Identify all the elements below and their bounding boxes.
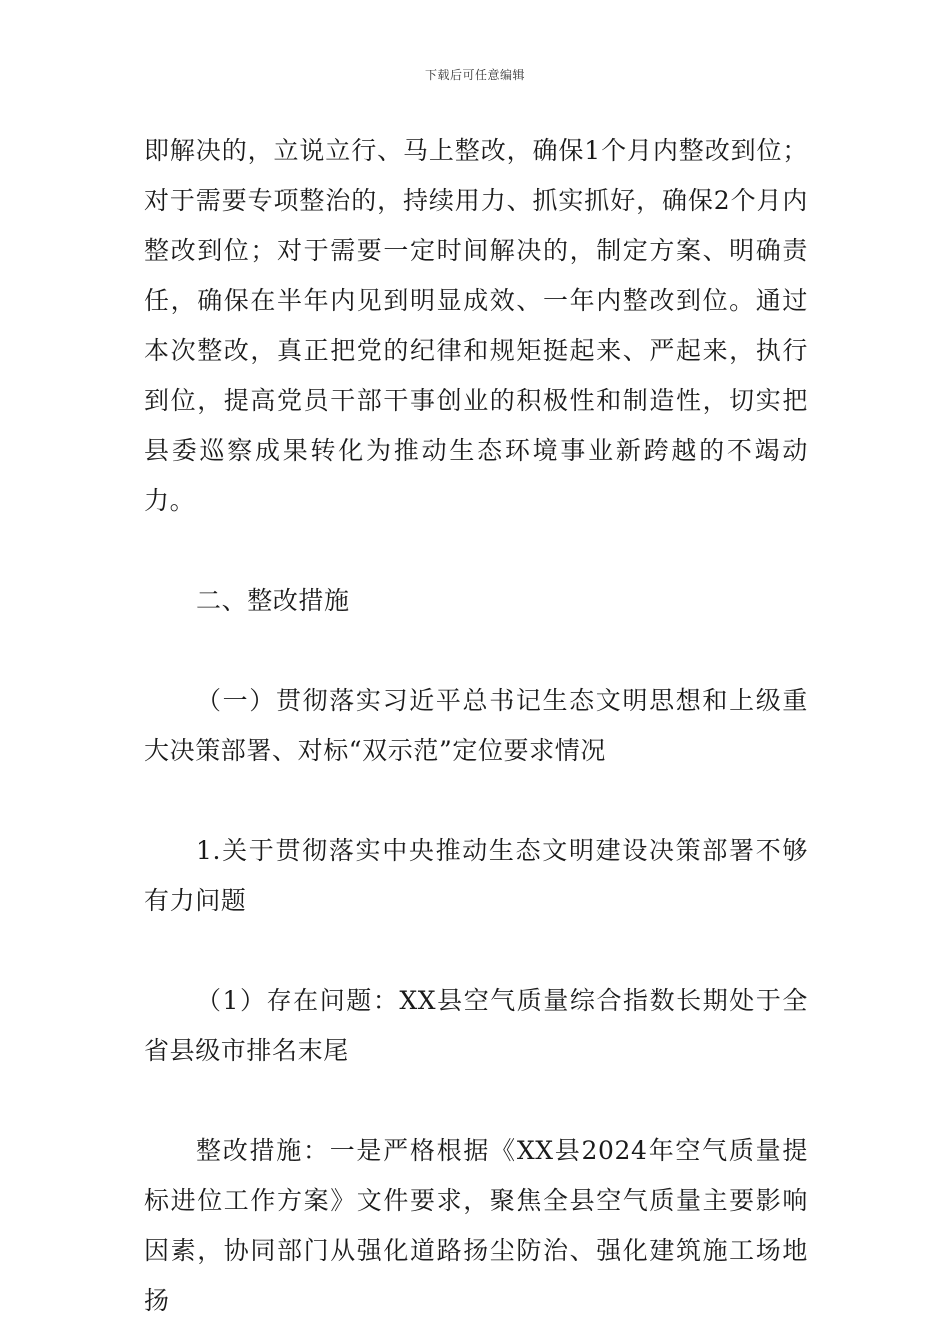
rectification-measures-paragraph: 整改措施：一是严格根据《XX县2024年空气质量提标进位工作方案》文件要求，聚焦全县空气质量主要影响因素，协同部门从强化道路扬尘防治、强化建筑施工场地扬 bbox=[144, 1136, 808, 1315]
item-heading-1: 1.关于贯彻落实中央推动生态文明建设决策部署不够有力问题 bbox=[144, 836, 808, 915]
subsection-heading-1: （一）贯彻落实习近平总书记生态文明思想和上级重大决策部署、对标“双示范”定位要求情况 bbox=[144, 686, 808, 765]
page-header-note: 下载后可任意编辑 bbox=[424, 68, 525, 82]
paragraph-rectification-goal: 即解决的，立说立行、马上整改，确保1个月内整改到位；对于需要专项整治的，持续用力、抓实抓好，确保2个月内整改到位；对于需要一定时间解决的，制定方案、明确责任，确保在半年内见到明显成效、一年内整改到位。通过本次整改，真正把党的纪律和规矩挺起来、严起来，执行到位，提高党员干部干事创业的积极性和制造性，切实把县委巡察成果转化为推动生态环境事业新跨越的不竭动力。 bbox=[144, 136, 808, 515]
document-body bbox=[144, 126, 808, 1326]
problem-statement: （1）存在问题：XX县空气质量综合指数长期处于全省县级市排名末尾 bbox=[144, 986, 808, 1065]
section-heading-rectification-measures: 二、整改措施 bbox=[196, 586, 350, 615]
